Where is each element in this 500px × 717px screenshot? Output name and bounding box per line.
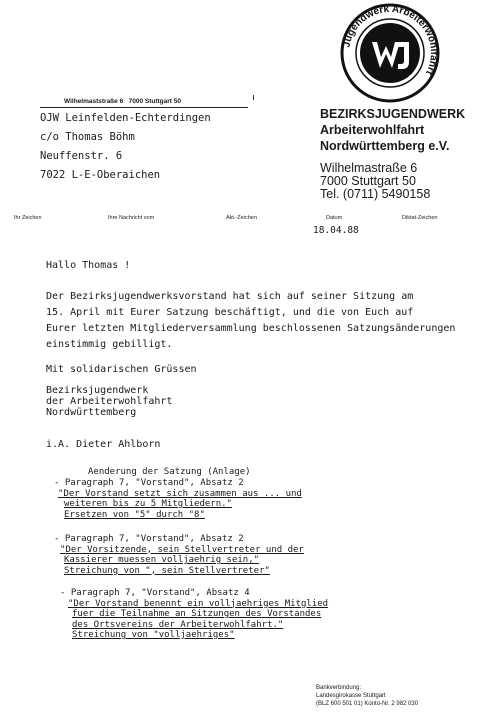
item-change-text: Ersetzen von "5" durch "8" xyxy=(64,509,205,520)
recipient-address xyxy=(40,109,211,185)
item-change-line xyxy=(54,510,302,521)
attachment-item-3 xyxy=(60,588,328,641)
sender-city: 7000 Stuttgart 50 xyxy=(128,98,181,105)
item-quote-text: "Der Vorsitzende, sein Stellvertreter und der xyxy=(60,544,304,555)
paragraph-line: 15. April mit Eurer Satzung beschäftigt, und die von Euch auf xyxy=(46,307,414,318)
letter-paragraph xyxy=(46,289,455,353)
organization-name xyxy=(320,106,465,154)
attachment-item-1 xyxy=(54,478,302,520)
item-quote-text: Kassierer muessen volljaehrig sein," xyxy=(64,555,260,565)
item-quote-line xyxy=(54,555,304,566)
item-quote-line xyxy=(54,499,302,510)
item-quote-text: "Der Vorstand benennt ein volljaehriges Mitglied xyxy=(68,598,329,609)
sender-rule xyxy=(40,107,248,108)
bank-details xyxy=(316,684,418,708)
recipient-line: Neuffenstr. 6 xyxy=(40,150,123,162)
signer-name: i.A. Dieter Ahlborn xyxy=(46,439,161,450)
paragraph-line: Der Bezirksjugendwerksvorstand hat sich auf seiner Sitzung am xyxy=(46,291,414,302)
recipient-line: OJW Leinfelden-Echterdingen xyxy=(40,112,211,124)
item-heading: - Paragraph 7, "Vorstand", Absatz 4 xyxy=(60,588,250,598)
paragraph-line: einstimmig gebilligt. xyxy=(46,339,173,350)
letter-date: 18.04.88 xyxy=(313,225,359,236)
paragraph-line: Eurer letzten Mitgliederversammlung beschlossenen Satzungsänderungen xyxy=(46,323,456,334)
org-phone: Tel. (0711) 5490158 xyxy=(320,187,431,201)
ref-datum-label: Datum xyxy=(326,215,343,221)
bank-line: Bankverbindung: xyxy=(316,685,362,691)
item-heading: - Paragraph 7, "Vorstand", Absatz 2 xyxy=(54,534,244,544)
recipient-line: c/o Thomas Böhm xyxy=(40,131,135,143)
sender-return-address xyxy=(64,98,181,105)
item-quote-text: fuer die Teilnahme an Sitzungen des Vorstandes xyxy=(72,609,322,619)
org-name-line: BEZIRKSJUGENDWERK xyxy=(320,107,466,121)
item-heading: - Paragraph 7, "Vorstand", Absatz 2 xyxy=(54,478,244,488)
item-quote-text: des Ortsvereins der Arbeiterwohlfahrt." xyxy=(72,619,284,630)
ref-diktat-zeichen: Diktat-Zeichen xyxy=(402,215,438,221)
attachment-item-2 xyxy=(54,534,304,576)
bank-line: Landesgirokasse Stuttgart xyxy=(316,693,386,699)
org-name-line: Nordwürttemberg e.V. xyxy=(320,139,450,153)
signature-line: der Arbeiterwohlfahrt xyxy=(46,396,173,407)
org-street: Wilhelmastraße 6 xyxy=(320,161,418,175)
item-quote-text: "Der Vorstand setzt sich zusammen aus ... und xyxy=(58,488,302,499)
sender-street: Wilhelmaststraße 6 xyxy=(64,98,124,105)
organization-address xyxy=(320,162,430,201)
item-quote-line xyxy=(60,620,328,631)
item-change-text: Streichung von "volljaehriges" xyxy=(72,630,235,640)
fold-mark xyxy=(253,95,254,100)
logo-ring-text: Jugendwerk Arbeiterwohlfahrt xyxy=(341,3,440,77)
item-quote-line xyxy=(54,545,304,556)
org-name-line: Arbeiterwohlfahrt xyxy=(320,123,425,137)
item-change-line xyxy=(60,630,328,641)
logo-emblem-icon xyxy=(339,2,441,104)
recipient-line: 7022 L-E-Oberaichen xyxy=(40,169,161,181)
ref-akt-zeichen: Akt.-Zeichen xyxy=(226,215,257,221)
item-quote-line xyxy=(60,599,328,610)
item-change-line xyxy=(54,566,304,577)
bank-line: (BLZ 600 501 01) Konto-Nr. 2 982 030 xyxy=(316,701,419,707)
attachment-title: Aenderung der Satzung (Anlage) xyxy=(88,467,251,477)
signature-block xyxy=(46,385,172,418)
item-quote-line xyxy=(54,489,302,500)
item-change-text: Streichung von ", sein Stellvertreter" xyxy=(64,565,270,576)
jugendwerk-logo xyxy=(339,2,441,104)
ref-ihre-nachricht: Ihre Nachricht vom xyxy=(108,215,155,221)
ref-ihr-zeichen: Ihr Zeichen xyxy=(14,215,42,221)
item-quote-text: weiteren bis zu 5 Mitgliedern." xyxy=(64,499,232,509)
item-quote-line xyxy=(60,609,328,620)
org-city: 7000 Stuttgart 50 xyxy=(320,174,416,188)
signature-line: Bezirksjugendwerk xyxy=(46,385,149,396)
greeting: Hallo Thomas ! xyxy=(46,260,131,271)
signature-line: Nordwürttemberg xyxy=(46,407,137,418)
closing: Mit solidarischen Grüssen xyxy=(46,364,197,375)
